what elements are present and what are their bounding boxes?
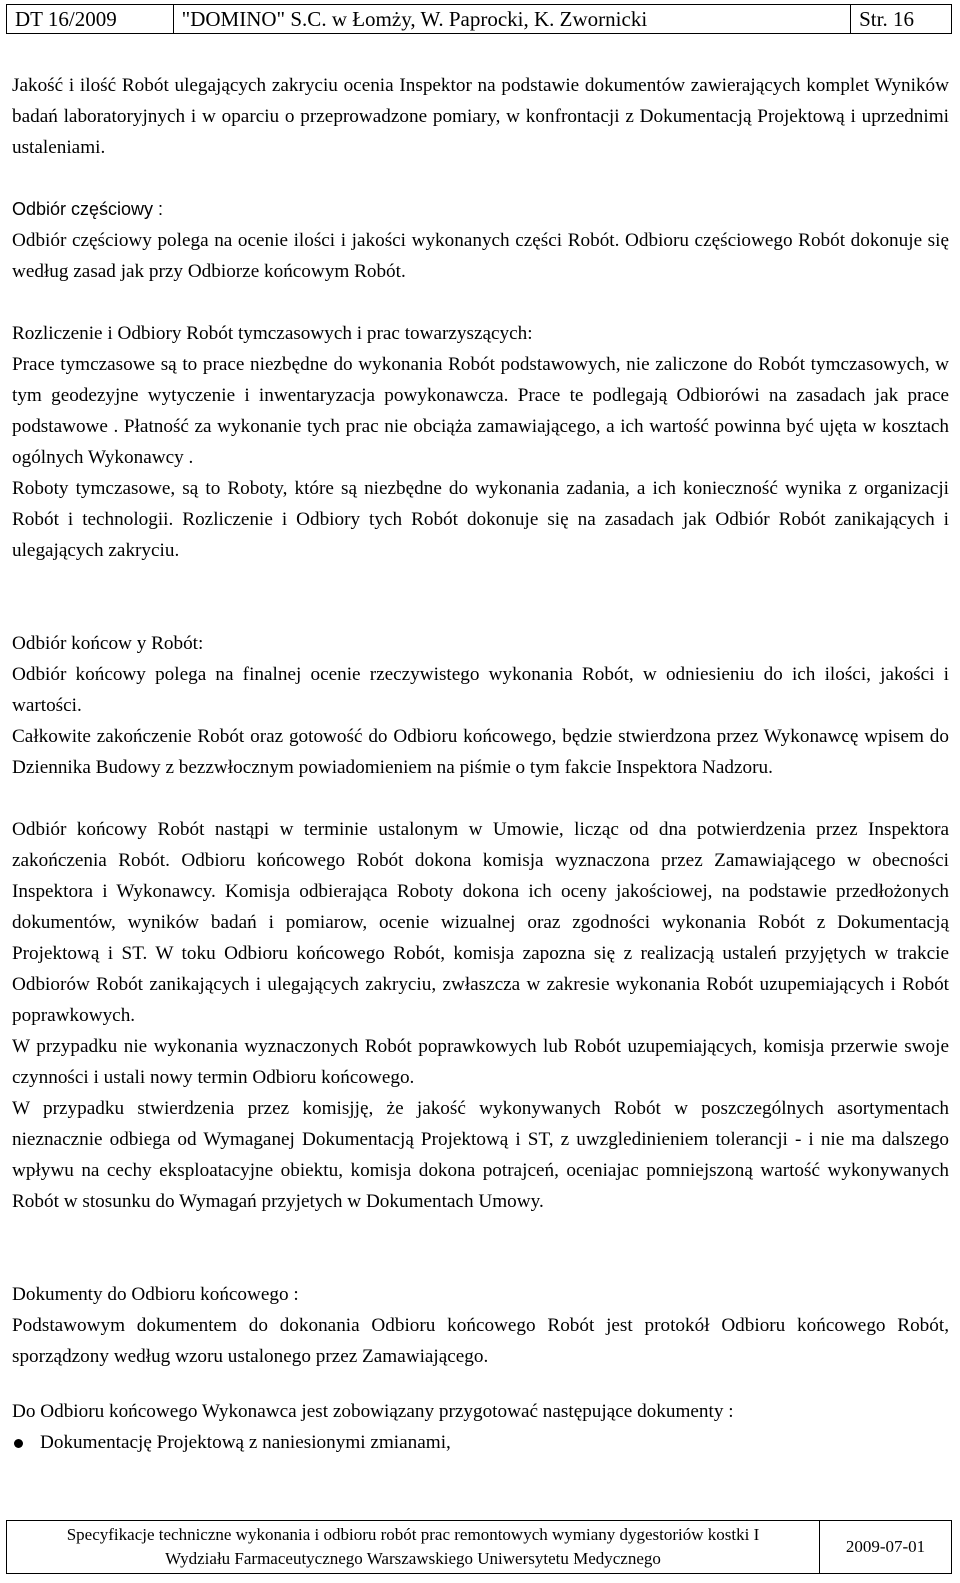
footer-line-1: Specyfikacje techniczne wykonania i odbioru robót prac remontowych wymiany dygestoriów kostki I — [66, 1525, 760, 1544]
document-body — [12, 70, 949, 1458]
list-item-text: Dokumentację Projektową z naniesionymi zmianami, — [40, 1432, 451, 1453]
page-number: Str. 16 — [851, 5, 952, 34]
final-acceptance-paragraph-1: Odbiór końcowy polega na finalnej ocenie rzeczywistego wykonania Robót, w odniesieniu do ich ilości, jakości i wartości. — [12, 664, 949, 716]
page-header — [6, 4, 952, 34]
final-documents-list — [12, 1427, 949, 1458]
partial-acceptance-heading: Odbiór częściowy : — [12, 199, 164, 219]
bullet-icon — [14, 1439, 23, 1448]
temporary-works-paragraph-1: Prace tymczasowe są to prace niezbędne do wykonania Robót podstawowych, nie zaliczone do Robót tymczasowych, w tym geodezyjne wytyczenie i inwentaryzacja powykonawcza. Prace te podlegają Odbiorówi na zasadach jak prace podstawowe . Płatność za wykonanie tych prac nie obciąża zamawiającego, a ich wartość powinna być ujęta w kosztach ogólnych Wykonawcy . — [12, 354, 949, 468]
document-id: DT 16/2009 — [7, 5, 174, 34]
temporary-works-heading: Rozliczenie i Odbiory Robót tymczasowych i prac towarzyszących: — [12, 323, 533, 344]
footer-line-2: Wydziału Farmaceutycznego Warszawskiego Uniwersytetu Medycznego — [165, 1549, 661, 1568]
temporary-works-paragraph-2: Roboty tymczasowe, są to Roboty, które są niezbędne do wykonania zadania, a ich konieczność wynika z organizacji Robót i technologii. Rozliczenie i Odbiory tych Robót dokonuje się na zasadach jak Odbiór Robót zanikających i ulegających zakryciu. — [12, 478, 949, 561]
final-documents-paragraph-2: Do Odbioru końcowego Wykonawca jest zobowiązany przygotować następujące dokumenty : — [12, 1401, 734, 1422]
final-acceptance-paragraph-2: Całkowite zakończenie Robót oraz gotowość do Odbioru końcowego, będzie stwierdzona przez Wykonawcę wpisem do Dziennika Budowy z bezzwłocznym powiadomieniem na piśmie o tym fakcie Inspektora Nadzoru. — [12, 726, 949, 778]
page-footer — [6, 1520, 952, 1574]
intro-paragraph: Jakość i ilość Robót ulegających zakryciu ocenia Inspektor na podstawie dokumentów zawierających komplet Wyników badań laboratoryjnych i w oparciu o przeprowadzone pomiary, w konfrontacji z Dokumentacją Projektową i uprzednimi ustaleniami. — [12, 75, 949, 158]
footer-description — [7, 1521, 820, 1574]
final-acceptance-heading: Odbiór końcow y Robót: — [12, 633, 204, 654]
partial-acceptance-paragraph: Odbiór częściowy polega na ocenie ilości i jakości wykonanych części Robót. Odbioru częściowego Robót dokonuje się według zasad jak przy Odbiorze końcowym Robót. — [12, 230, 949, 282]
final-documents-heading: Dokumenty do Odbioru końcowego : — [12, 1284, 299, 1305]
final-acceptance-paragraph-5: W przypadku stwierdzenia przez komisjję, że jakość wykonywanych Robót w poszczególnych asortymentach nieznacznie odbiega od Wymaganej Dokumentacją Projektową i ST, z uwzgledinieniem tolerancji - i nie ma dalszego wpływu na cechy eksploatacyjne obiektu, komisja dokona potrajceń, oceniajac pomniejszoną wartość wykonywanych Robót w stosunku do Wymagań przyjetych w Dokumentach Umowy. — [12, 1098, 949, 1212]
final-documents-paragraph-1: Podstawowym dokumentem do dokonania Odbioru końcowego Robót jest protokół Odbioru końcowego Robót, sporządzony według wzoru ustalonego przez Zamawiającego. — [12, 1315, 949, 1367]
list-item — [12, 1427, 949, 1458]
footer-date: 2009-07-01 — [820, 1521, 952, 1574]
company-name: "DOMINO" S.C. w Łomży, W. Paprocki, K. Zwornicki — [173, 5, 850, 34]
final-acceptance-paragraph-3: Odbiór końcowy Robót nastąpi w terminie ustalonym w Umowie, licząc od dna potwierdzenia przez Inspektora zakończenia Robót. Odbioru końcowego Robót dokona komisja wyznaczona przez Zamawiającego w obecności Inspektora i Wykonawcy. Komisja odbierająca Roboty dokona ich oceny jakościowej, na podstawie przedłożonych dokumentów, wyników badań i pomiarow, ocenie wizualnej oraz zgodności wykonania Robót z Dokumentacją Projektową i ST. W toku Odbioru końcowego Robót, komisja zapozna się z realizacją ustaleń przyjętych w trakcie Odbiorów Robót zanikających i ulegających zakryciu, zwłaszcza w zakresie wykonania Robót uzupemiających i Robót poprawkowych. — [12, 819, 949, 1026]
final-acceptance-paragraph-4: W przypadku nie wykonania wyznaczonych Robót poprawkowych lub Robót uzupemiających, komisja przerwie swoje czynności i ustali nowy termin Odbioru końcowego. — [12, 1036, 949, 1088]
